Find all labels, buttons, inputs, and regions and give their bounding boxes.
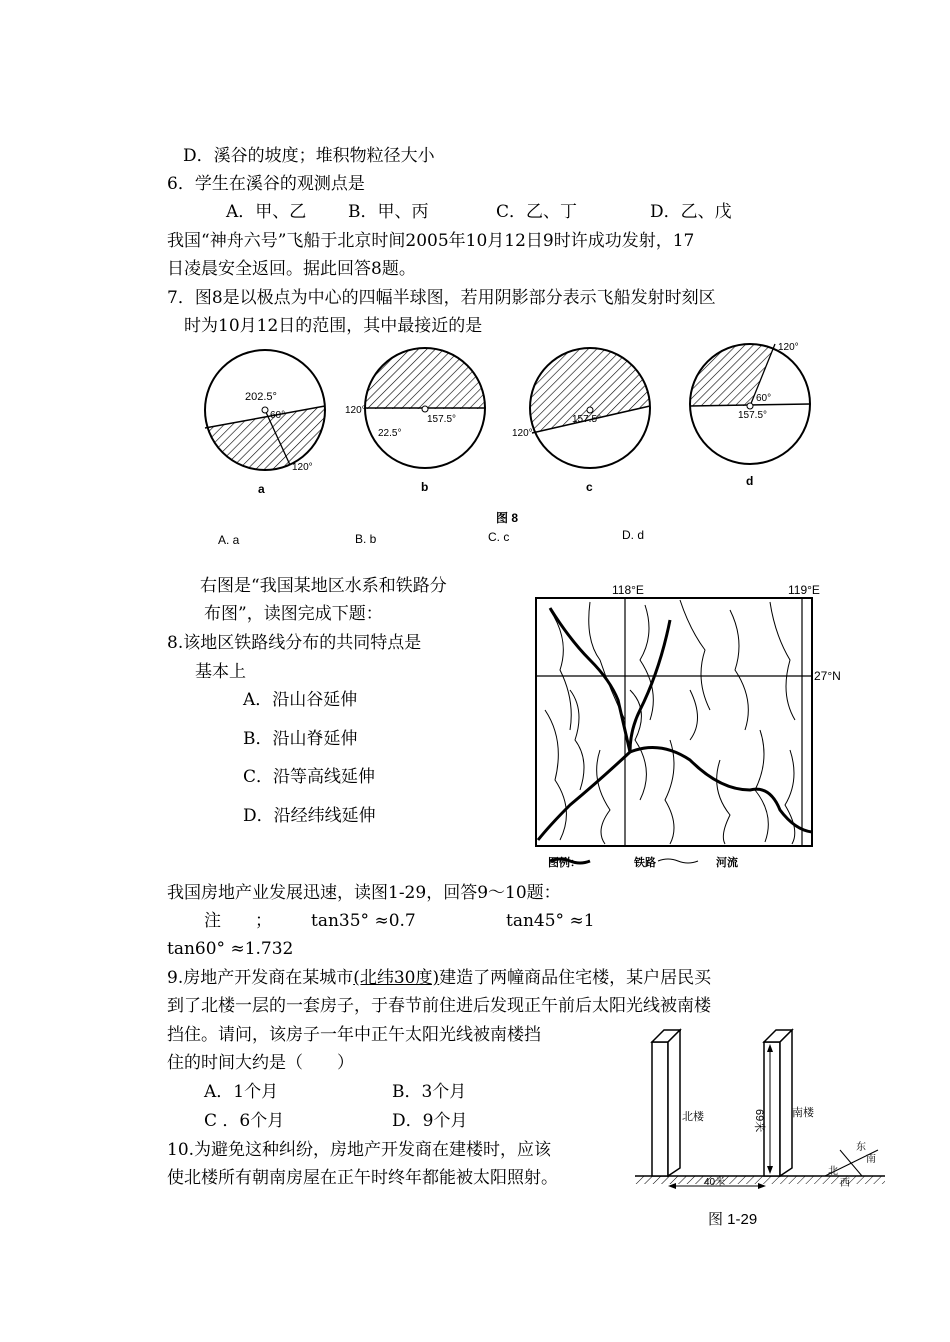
q9-option-d: D．9个月 — [392, 1111, 468, 1131]
distance-label: 40米 — [704, 1177, 726, 1188]
q6-option-b: B．甲、丙 — [348, 202, 429, 222]
q8-option-c: C．沿等高线延伸 — [243, 767, 376, 787]
q10-stem-line1: 10.为避免这种纠纷，房地产开发商在建楼时，应该 — [167, 1140, 552, 1160]
latitude-27n: 27°N — [814, 669, 841, 683]
railway-river-map — [530, 580, 860, 872]
q9-latitude-underlined: (北纬30度) — [353, 968, 440, 988]
compass-west: 西 — [840, 1178, 850, 1189]
railmap-intro-line1: 右图是“我国某地区水系和铁路分 — [200, 576, 447, 596]
angle-c-157: 157.5° — [572, 414, 602, 425]
q9-stem-line4: 住的时间大约是（ ） — [167, 1053, 354, 1073]
q8-stem-line2: 基本上 — [195, 662, 246, 682]
label-a: a — [258, 482, 265, 496]
legend-river: 河流 — [716, 857, 738, 869]
q9-option-c: C ．6个月 — [204, 1111, 285, 1131]
shenzhou-intro-line2: 日凌晨安全返回。据此回答8题。 — [167, 259, 416, 279]
q6-option-a: A．甲、乙 — [226, 202, 307, 222]
tan45-value: tan45° ≈1 — [506, 911, 595, 931]
tan60-value: tan60° ≈1.732 — [167, 939, 294, 959]
real-estate-intro: 我国房地产业发展迅速，读图1-29，回答9～10题： — [167, 883, 561, 903]
q6-option-c: C．乙、丁 — [496, 202, 578, 222]
q9-stem-line1 — [167, 966, 711, 990]
shenzhou-intro-line1: 我国“神舟六号”飞船于北京时间2005年10月12日9时许成功发射，17 — [167, 231, 695, 251]
figure-1-29-caption: 图 1-29 — [708, 1211, 758, 1228]
hemisphere-c — [512, 338, 650, 494]
legend-prefix: 图例： — [548, 857, 581, 869]
south-building-label: 南楼 — [792, 1107, 814, 1119]
q9-stem-line3: 挡住。请问，该房子一年中正午太阳光线被南楼挡 — [167, 1025, 541, 1045]
q7-stem-line2: 时为10月12日的范围，其中最接近的是 — [184, 316, 483, 336]
q5-option-d: D．溪谷的坡度；堆积物粒径大小 — [183, 146, 435, 166]
figure-8-option-c: C. c — [488, 530, 510, 544]
north-building — [652, 1030, 705, 1176]
figure-8-option-a: A. a — [218, 533, 240, 547]
angle-b-22: 22.5° — [378, 428, 402, 439]
angle-b-120: 120° — [345, 405, 366, 416]
note-label: 注 — [204, 911, 221, 931]
q9-stem-part-b: 建造了两幢商品住宅楼，某户居民买 — [439, 968, 712, 988]
q8-stem-line1: 8.该地区铁路线分布的共同特点是 — [167, 633, 422, 653]
q9-option-b: B．3个月 — [392, 1082, 467, 1102]
q8-option-b: B．沿山脊延伸 — [243, 729, 358, 749]
tan35-value: tan35° ≈0.7 — [311, 911, 416, 931]
q10-stem-line2: 使北楼所有朝南房屋在正午时终年都能被太阳照射。 — [167, 1168, 558, 1188]
figure-1-29 — [630, 1020, 890, 1235]
longitude-118e: 118°E — [612, 583, 644, 597]
hemisphere-d — [690, 338, 810, 488]
angle-d-120: 120° — [778, 342, 799, 353]
angle-a-60: 60° — [270, 410, 286, 421]
q8-option-a: A．沿山谷延伸 — [243, 690, 358, 710]
hemisphere-a — [205, 350, 325, 496]
north-building-label: 北楼 — [682, 1111, 704, 1123]
q7-stem-line1: 7．图8是以极点为中心的四幅半球图，若用阴影部分表示飞船发射时刻区 — [167, 288, 716, 308]
figure-8-option-b: B. b — [355, 532, 377, 546]
q8-option-d: D．沿经纬线延伸 — [243, 806, 376, 826]
legend-railway: 铁路 — [634, 857, 656, 869]
q6-stem: 6．学生在溪谷的观测点是 — [167, 174, 365, 194]
angle-d-60: 60° — [756, 393, 772, 404]
compass-east: 东 — [856, 1142, 866, 1153]
q9-stem-line2: 到了北楼一层的一套房子，于春节前住进后发现正午前后太阳光线被南楼 — [167, 996, 711, 1016]
figure-8-option-d: D. d — [622, 528, 645, 542]
q9-option-a: A．1个月 — [204, 1082, 279, 1102]
angle-b-157: 157.5° — [427, 414, 457, 425]
height-label: 69米 — [753, 1109, 765, 1133]
label-d: d — [746, 474, 754, 488]
angle-a-120: 120° — [292, 462, 313, 473]
hemisphere-b — [345, 343, 490, 494]
q6-option-d: D．乙、戊 — [650, 202, 732, 222]
longitude-119e: 119°E — [788, 583, 820, 597]
figure-8 — [200, 338, 820, 550]
angle-d-157: 157.5° — [738, 410, 768, 421]
q9-stem-part-a: 9.房地产开发商在某城市 — [167, 968, 354, 988]
compass-north: 北 — [828, 1166, 838, 1177]
compass-south: 南 — [866, 1154, 876, 1165]
angle-a-202: 202.5° — [245, 391, 277, 403]
angle-c-120: 120° — [512, 428, 533, 439]
figure-8-caption: 图 8 — [496, 511, 519, 525]
label-c: c — [586, 480, 593, 494]
note-separator: ； — [255, 911, 272, 931]
label-b: b — [421, 480, 429, 494]
railmap-intro-line2: 布图”，读图完成下题： — [204, 604, 383, 624]
